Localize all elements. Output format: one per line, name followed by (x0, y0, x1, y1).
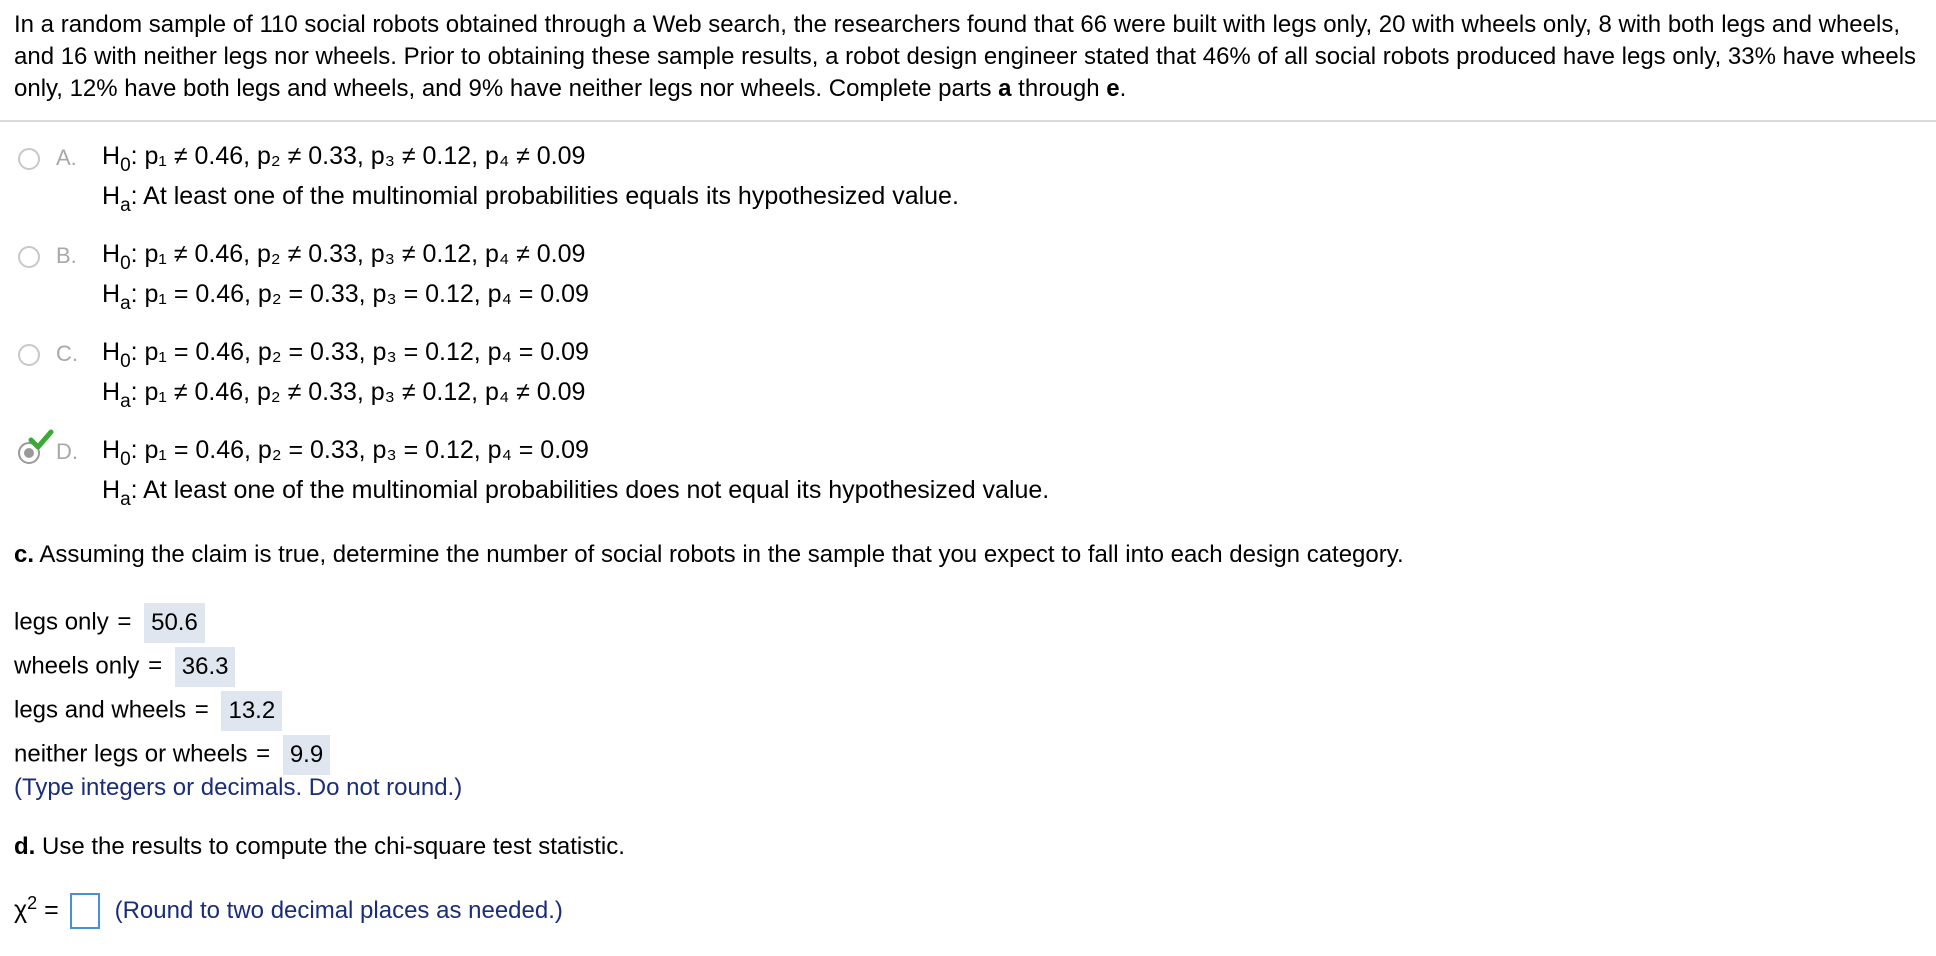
equals-sign: = (256, 740, 271, 768)
radio-button[interactable] (18, 344, 40, 366)
alternative-hypothesis: $H_a$: At least one of the multinomial probabilities equals its hypothesized value. (102, 182, 959, 216)
choice-letter: A. (56, 145, 77, 170)
radio-button[interactable] (18, 148, 40, 170)
alternative-hypothesis: $H_a$: p₁ = 0.46, p₂ = 0.33, p₃ = 0.12, p₄ = 0.09 (102, 280, 589, 314)
part-d-hint: (Round to two decimal places as needed.) (114, 897, 563, 924)
answer-legs-only (14, 603, 205, 643)
equals-sign: = (44, 896, 59, 924)
answer-value[interactable]: 36.3 (175, 647, 236, 687)
part-c-text: Assuming the claim is true, determine the number of social robots in the sample that you expect to fall into each design category. (34, 541, 1404, 568)
radio-button[interactable] (18, 246, 40, 268)
answer-label: legs only (14, 608, 109, 636)
choice-c[interactable] (18, 327, 1318, 412)
part-c-prompt (14, 539, 1404, 571)
choice-letter: B. (56, 243, 77, 268)
answer-neither (14, 735, 330, 775)
divider (0, 120, 1936, 122)
chi-symbol: χ (14, 896, 28, 924)
chi-square-answer-row (14, 892, 563, 929)
answer-value[interactable]: 13.2 (221, 691, 282, 731)
stem-through: through (1011, 75, 1107, 102)
choice-b[interactable] (18, 229, 1318, 314)
stem-period: . (1119, 75, 1127, 102)
chi-square-input[interactable] (70, 893, 100, 929)
null-hypothesis: $H_0$: p₁ ≠ 0.46, p₂ ≠ 0.33, p₃ ≠ 0.12, p₄ ≠ 0.09 (102, 240, 586, 274)
null-hypothesis: $H_0$: p₁ = 0.46, p₂ = 0.33, p₃ = 0.12, p₄ = 0.09 (102, 436, 589, 470)
choice-d[interactable] (18, 425, 1318, 510)
chi-superscript: 2 (27, 893, 38, 913)
stem-part-a: a (998, 75, 1012, 102)
alternative-hypothesis: $H_a$: p₁ ≠ 0.46, p₂ ≠ 0.33, p₃ ≠ 0.12, p₄ ≠ 0.09 (102, 378, 586, 412)
correct-check-icon (28, 429, 54, 451)
stem-part-e: e (1106, 75, 1120, 102)
part-d-text: Use the results to compute the chi-square test statistic. (35, 833, 625, 860)
part-c-letter: c. (14, 541, 35, 568)
null-hypothesis: $H_0$: p₁ ≠ 0.46, p₂ ≠ 0.33, p₃ ≠ 0.12, p₄ ≠ 0.09 (102, 142, 586, 176)
answer-value[interactable]: 50.6 (144, 603, 205, 643)
choice-a[interactable] (18, 131, 1318, 216)
equals-sign: = (194, 696, 209, 724)
answer-legs-and-wheels (14, 691, 282, 731)
part-d-letter: d. (14, 833, 36, 860)
answer-label: legs and wheels (14, 696, 187, 724)
answer-wheels-only (14, 647, 235, 687)
choice-letter: C. (56, 341, 78, 366)
answer-label: neither legs or wheels (14, 740, 248, 768)
question-stem (14, 9, 1924, 105)
stem-text: In a random sample of 110 social robots obtained through a Web search, the researchers found that 66 were built with legs only, 20 with wheels only, 8 with both legs and wheels, and 16 with neither legs nor wheels. Prior to obtaining these sample results, a robot design engineer stated that 46% of all social robots produced have legs only, 33% have wheels only, 12% have both legs and wheels, and 9% have neither legs nor wheels. Complete parts (14, 11, 1917, 102)
part-d-prompt (14, 831, 625, 863)
equals-sign: = (148, 652, 163, 680)
null-hypothesis: $H_0$: p₁ = 0.46, p₂ = 0.33, p₃ = 0.12, p₄ = 0.09 (102, 338, 589, 372)
alternative-hypothesis: $H_a$: At least one of the multinomial probabilities does not equal its hypothesized value. (102, 476, 1050, 510)
answer-value[interactable]: 9.9 (283, 735, 330, 775)
answer-label: wheels only (14, 652, 140, 680)
equals-sign: = (117, 608, 132, 636)
choice-letter: D. (56, 439, 78, 464)
part-c-hint: (Type integers or decimals. Do not round.) (14, 774, 463, 801)
